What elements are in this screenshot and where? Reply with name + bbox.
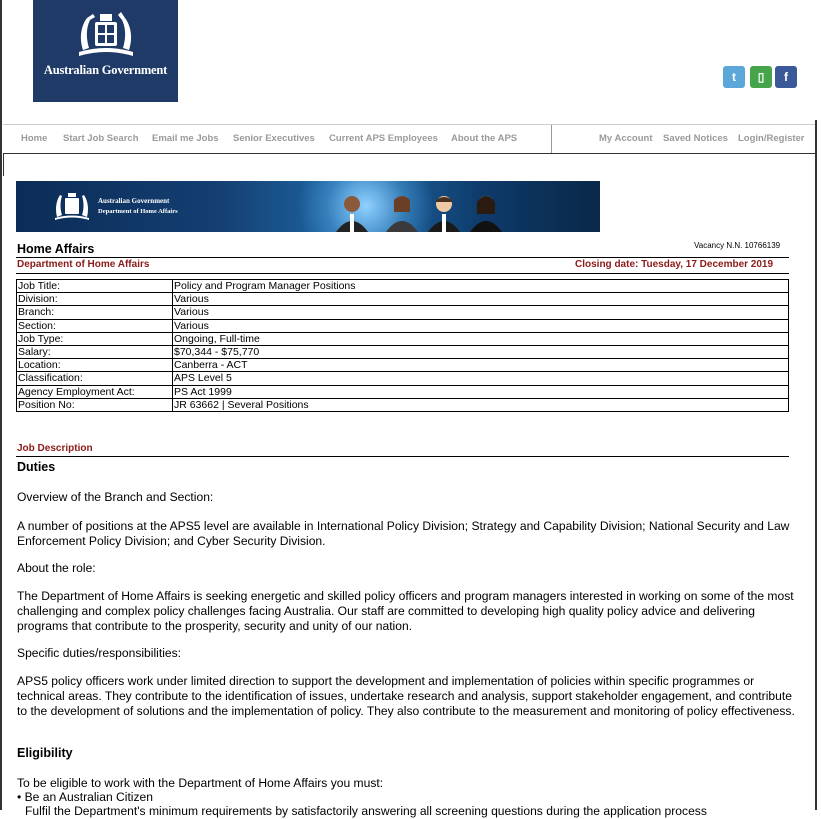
eligibility-intro-text: To be eligible to work with the Department of Home Affairs you must:: [17, 776, 384, 790]
table-row: [17, 280, 789, 293]
facebook-icon[interactable]: f: [775, 66, 797, 88]
closing-date: Closing date: Tuesday, 17 December 2019: [575, 259, 774, 270]
banner-line1: Australian Government: [98, 197, 170, 205]
detail-value: Various: [173, 293, 789, 306]
detail-value: $70,344 - $75,770: [173, 346, 789, 359]
main-nav: [3, 124, 815, 154]
overview-text: Overview of the Branch and Section:: [17, 490, 214, 504]
twitter-icon[interactable]: t: [723, 66, 745, 88]
table-row: [17, 319, 789, 332]
duties-description-text: APS5 policy officers work under limited direction to support the development and implementation of policies within specific programmes or technical areas. They contribute to the identification of issues, undertake research and analysis, support stakeholder engagement, and contribute to the development of solutions and the implementation of policy. They also contribute to the measurement and monitoring of policy effectiveness.: [17, 674, 795, 718]
department-rule: [16, 273, 789, 274]
detail-label: Job Type:: [17, 332, 173, 345]
table-row: [17, 332, 789, 345]
eligibility-bullet-citizen: • Be an Australian Citizen: [17, 790, 153, 804]
page-frame-right: [815, 120, 817, 810]
detail-label: Position No:: [17, 398, 173, 411]
job-details-table: [16, 279, 789, 412]
agency-title: Home Affairs: [17, 242, 95, 256]
banner-line2: Department of Home Affairs: [98, 208, 178, 215]
banner-person-icon: [384, 192, 420, 232]
positions-text: A number of positions at the APS5 level are available in International Policy Division; Strategy and Capability Division; National Security and Law Enforcement Policy Division; and Cyber Security Division.: [17, 519, 790, 548]
detail-value: Canberra - ACT: [173, 359, 789, 372]
detail-value: JR 63662 | Several Positions: [173, 398, 789, 411]
nav-about-the-aps[interactable]: About the APS: [451, 133, 518, 144]
eligibility-bullet-screening: Fulfil the Department's minimum requirements by satisfactorily answering all screening questions during the application process: [25, 804, 707, 818]
mobile-icon[interactable]: ▯: [750, 66, 772, 88]
table-row: [17, 293, 789, 306]
detail-label: Agency Employment Act:: [17, 385, 173, 398]
nav-current-aps-employees[interactable]: Current APS Employees: [329, 133, 438, 144]
detail-label: Location:: [17, 359, 173, 372]
nav-my-account[interactable]: My Account: [599, 133, 653, 144]
about-role-text: About the role:: [17, 561, 96, 575]
page-frame-left: [0, 0, 2, 810]
nav-senior-executives[interactable]: Senior Executives: [233, 133, 315, 144]
banner-person-icon: [426, 192, 462, 232]
detail-value: Various: [173, 306, 789, 319]
job-description-rule: [16, 456, 789, 457]
detail-value: APS Level 5: [173, 372, 789, 385]
detail-value: PS Act 1999: [173, 385, 789, 398]
nav-login-register[interactable]: Login/Register: [738, 133, 805, 144]
role-description-text: The Department of Home Affairs is seeking energetic and skilled policy officers and program managers interested in working on some of the most challenging and complex policy challenges facing Australia. Our staff are committed to developing high quality policy advice and delivering programs that contribute to the prosperity, security and unity of our nation.: [17, 589, 794, 633]
table-row: [17, 372, 789, 385]
nav-email-me-jobs[interactable]: Email me Jobs: [152, 133, 219, 144]
table-row: [17, 359, 789, 372]
australian-government-logo[interactable]: [33, 0, 178, 102]
detail-value: Ongoing, Full-time: [173, 332, 789, 345]
nav-start-job-search[interactable]: Start Job Search: [63, 133, 139, 144]
gov-logo-text: Australian Government: [43, 63, 168, 77]
detail-label: Division:: [17, 293, 173, 306]
duties-label-text: Specific duties/responsibilities:: [17, 646, 182, 660]
table-row: [17, 385, 789, 398]
table-row: [17, 346, 789, 359]
vacancy-number: Vacancy N.N. 10766139: [694, 241, 781, 250]
banner-crest-icon: [52, 189, 92, 223]
nav-bottom-rule: [3, 153, 815, 154]
detail-label: Salary:: [17, 346, 173, 359]
detail-label: Section:: [17, 319, 173, 332]
table-row: [17, 306, 789, 319]
detail-label: Classification:: [17, 372, 173, 385]
department-banner: [16, 181, 600, 232]
banner-person-icon: [468, 192, 504, 232]
title-rule: [16, 257, 789, 258]
job-description-label: Job Description: [17, 443, 93, 454]
detail-label: Job Title:: [17, 280, 173, 293]
duties-heading: Duties: [17, 460, 56, 474]
banner-person-icon: [334, 192, 370, 232]
nav-saved-notices[interactable]: Saved Notices: [663, 133, 728, 144]
department-name: Department of Home Affairs: [17, 259, 150, 270]
content-frame-tick: [3, 154, 4, 176]
eligibility-heading: Eligibility: [17, 746, 73, 760]
nav-divider: [551, 125, 552, 153]
detail-value: Various: [173, 319, 789, 332]
detail-value: Policy and Program Manager Positions: [173, 280, 789, 293]
table-row: [17, 398, 789, 411]
detail-label: Branch:: [17, 306, 173, 319]
coat-of-arms-icon: [73, 8, 139, 60]
nav-home[interactable]: Home: [21, 133, 48, 144]
